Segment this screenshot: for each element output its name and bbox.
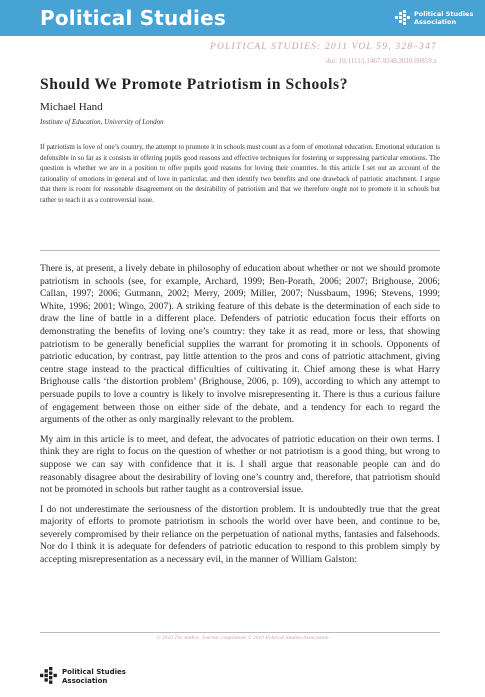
article-body (40, 263, 440, 574)
footer-logo-line-1: Political Studies (62, 668, 126, 676)
copyright-notice: © 2010 The Author. Journal compilation © 2010 Political Studies Association (156, 635, 329, 641)
footer-divider (40, 632, 440, 633)
publisher-logo-line-1: Political Studies (414, 10, 474, 18)
psa-footer-logo-icon (40, 667, 58, 685)
journal-citation: POLITICAL STUDIES: 2011 VOL 59, 328–347 (209, 42, 437, 52)
publisher-logo-line-2: Association (414, 18, 457, 26)
journal-banner (0, 0, 485, 36)
body-paragraph-2: My aim in this article is to meet, and defeat, the advocates of patriotic education on their own terms. I think they are right to focus on the question of whether or not patriotism is a good thing, but wrong to suppose we can say with confidence that it is. I shall argue that reasonable people can and do reasonably disagree about the desirability of loving one’s country and, therefore, that patriotism should not be promoted in schools but rather taught as a controversial issue. (40, 433, 440, 496)
abstract-divider (40, 250, 440, 251)
author-name: Michael Hand (40, 101, 103, 113)
abstract: If patriotism is love of one’s country, the attempt to promote it in schools must count as a form of emotional education. Emotional education is defensible in so far as it consists in offering pupils good reasons and effective techniques for fostering or suppressing particular emotions. The question is whether we are in a position to offer pupils good reasons for loving their countries. In this article I set out an account of the rationality of emotions in general and of love in particular, and then identify two benefits and one drawback of patriotic attachment. I argue that there is room for reasonable disagreement on the desirability of patriotism and that we therefore ought not to promote it in schools but rather to teach it as a controversial issue. (40, 143, 440, 204)
body-paragraph-1: There is, at present, a lively debate in philosophy of education about whether or not we should promote patriotism in schools (see, for example, Archard, 1999; Ben-Porath, 2006; 2007; Brighouse, 2006; Callan, 1997; 2006; Gutmann, 2002; Merry, 2009; Miller, 2007; Nussbaum, 1996; Stevens, 1999; White, 1996; 2001; Wingo, 2007). A striking feature of this debate is the determination of each side to draw the line of battle in a different place. Defenders of patriotic education focus their efforts on demonstrating the benefits of loving one’s country: they take it as read, more or less, that showing patriotism to be generally beneficial supplies the warrant for promoting it in schools. Opponents of patriotic education, by contrast, pay little attention to the pros and cons of patriotic attachment, giving centre stage instead to the practical difficulties of cultivating it. Chief among these is what Harry Brighouse calls ‘the distortion problem’ (Brighouse, 2006, p. 109), according to which any attempt to persuade pupils to love a country is likely to involve misrepresenting it. There is thus a curious failure of engagement between those on either side of the debate, and a tendency for each to regard the arguments of the other as only marginally relevant to the problem. (40, 263, 440, 426)
publisher-logo-text (414, 10, 473, 26)
journal-name: Political Studies (40, 6, 226, 30)
psa-logo-icon (395, 10, 411, 26)
doi-link[interactable]: doi: 10.1111/j.1467-9248.2010.00859.x (326, 57, 437, 65)
footer-logo-line-2: Association (62, 676, 108, 685)
footer-logo-text (62, 668, 126, 685)
author-affiliation: Institute of Education, University of London (40, 118, 164, 126)
article-title: Should We Promote Patriotism in Schools? (40, 76, 349, 93)
publisher-logo (395, 8, 475, 32)
body-paragraph-3: I do not underestimate the seriousness of the distortion problem. It is undoubtedly true that the great majority of efforts to promote patriotism in schools the world over have been, and continue to be, severely compromised by their reliance on the perpetuation of national myths, fantasies and falsehoods. Nor do I think it is adequate for defenders of patriotic education to respond to this problem simply by accepting misrepresentation as a necessary evil, in the manner of William Galston: (40, 503, 440, 566)
footer-publisher-logo (40, 665, 140, 689)
